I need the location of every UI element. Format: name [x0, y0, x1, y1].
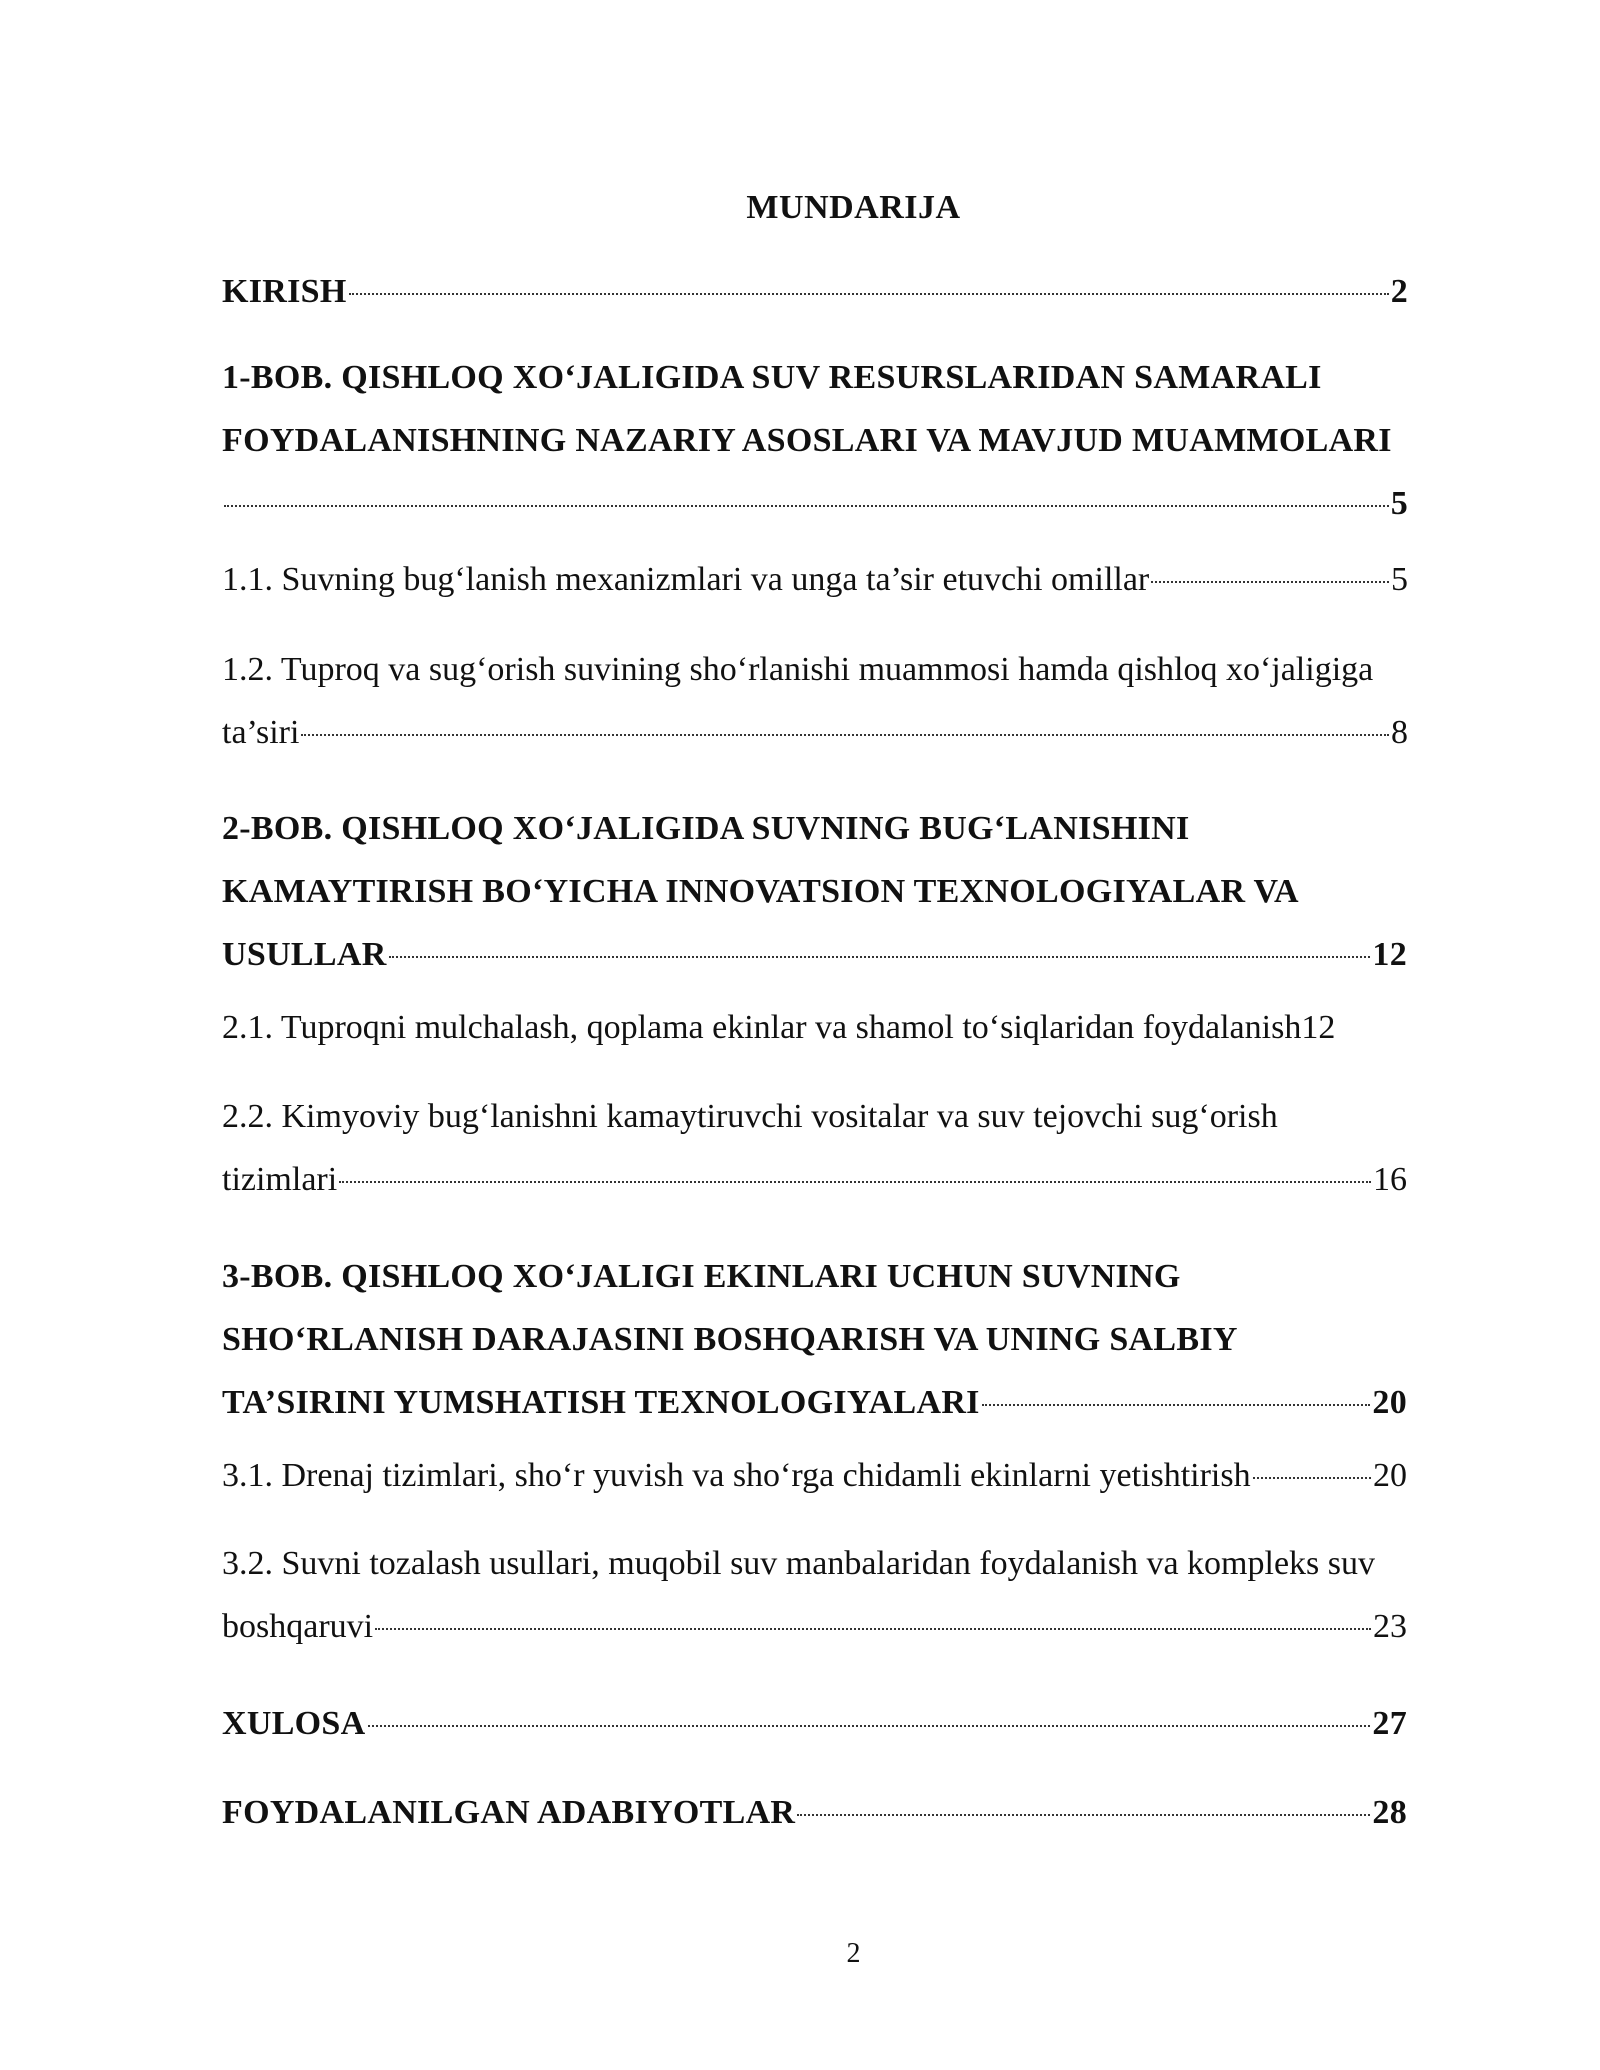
dot-leader [349, 293, 1389, 295]
toc-entry-line: 3.2. Suvni tozalash usullari, muqobil suv manbalaridan foydalanish va kompleks suv [222, 1545, 1375, 1582]
toc-entry-final-line [222, 1595, 1407, 1658]
dot-leader [389, 956, 1371, 958]
toc-entry-line: FOYDALANISHNING NAZARIY ASOSLARI VA MAVJUD MUAMMOLARI [222, 422, 1392, 459]
toc-entry-line: 2-BOB. QISHLOQ XO‘JALIGIDA SUVNING BUG‘LANISHINI [222, 810, 1190, 847]
toc-entry-label: TA’SIRINI YUMSHATISH TEXNOLOGIYALARI [222, 1384, 980, 1421]
toc-entry-final-line [222, 548, 1408, 611]
toc-entry-label: XULOSA [222, 1705, 366, 1742]
toc-page-number: 16 [1373, 1161, 1407, 1198]
toc-page-number: 27 [1372, 1705, 1407, 1742]
toc-entry[interactable] [222, 1692, 1407, 1755]
toc-entry-line: 2.2. Kimyoviy bug‘lanishni kamaytiruvchi vositalar va suv tejovchi sug‘orish [222, 1098, 1278, 1135]
toc-entry-label: USULLAR [222, 936, 387, 973]
dot-leader [797, 1814, 1370, 1816]
toc-page-number: 12 [1372, 936, 1407, 973]
toc-entry-final-line [222, 923, 1407, 986]
dot-leader [982, 1404, 1371, 1406]
toc-entry-label: FOYDALANILGAN ADABIYOTLAR [222, 1794, 796, 1831]
toc-entry[interactable] [222, 260, 1408, 323]
toc-entry-line: 3-BOB. QISHLOQ XO‘JALIGI EKINLARI UCHUN SUVNING [222, 1258, 1181, 1295]
toc-entry-label: tizimlari [222, 1161, 338, 1198]
dot-leader [1253, 1477, 1371, 1479]
toc-entry[interactable] [222, 1532, 1407, 1658]
toc-entry-final-line [222, 1781, 1407, 1844]
toc-entry[interactable] [222, 346, 1408, 535]
toc-page-number: 20 [1372, 1384, 1407, 1421]
toc-entry[interactable] [222, 548, 1408, 611]
toc-entry-final-line [222, 1148, 1407, 1211]
toc-page-number: 5 [1390, 485, 1408, 522]
toc-entry-line: 1-BOB. QISHLOQ XO‘JALIGIDA SUV RESURSLARIDAN SAMARALI [222, 359, 1322, 396]
toc-entry[interactable] [222, 1444, 1407, 1507]
dot-leader [224, 505, 1389, 507]
toc-entry[interactable] [222, 1781, 1407, 1844]
toc-entry-label: ta’siri [222, 714, 300, 751]
dot-leader [368, 1725, 1371, 1727]
toc-entry[interactable] [222, 1085, 1407, 1211]
toc-entry-final-line [222, 1444, 1407, 1507]
dot-leader [1151, 581, 1389, 583]
toc-entry[interactable] [222, 996, 1407, 1059]
toc-page-number: 5 [1391, 561, 1408, 598]
dot-leader [375, 1628, 1371, 1630]
page-number: 2 [846, 1938, 861, 1969]
toc-page-number: 8 [1391, 714, 1408, 751]
toc-entry-final-line [222, 1371, 1407, 1434]
toc-entry[interactable] [222, 638, 1408, 764]
toc-entry-label: 2.1. Tuproqni mulchalash, qoplama ekinlar va shamol to‘siqlaridan foydalanish [222, 1009, 1302, 1046]
toc-entry-final-line [222, 701, 1408, 764]
toc-page-number: 23 [1373, 1608, 1407, 1645]
toc-entry-final-line [222, 996, 1407, 1059]
toc-entry[interactable] [222, 1245, 1407, 1434]
toc-entry-final-line [222, 260, 1408, 323]
toc-entry-line: KAMAYTIRISH BO‘YICHA INNOVATSION TEXNOLOGIYALAR VA [222, 873, 1299, 910]
dot-leader [339, 1181, 1371, 1183]
page-title: MUNDARIJA [746, 189, 961, 226]
toc-entry-line: SHO‘RLANISH DARAJASINI BOSHQARISH VA UNING SALBIY [222, 1321, 1238, 1358]
toc-entry[interactable] [222, 797, 1407, 986]
dot-leader [301, 734, 1389, 736]
toc-entry-final-line [222, 472, 1408, 535]
toc-entry-label: 3.1. Drenaj tizimlari, sho‘r yuvish va sho‘rga chidamli ekinlarni yetishtirish [222, 1457, 1251, 1494]
toc-page-number: 28 [1372, 1794, 1407, 1831]
toc-entry-line: 1.2. Tuproq va sug‘orish suvining sho‘rlanishi muammosi hamda qishloq xo‘jaligiga [222, 651, 1374, 688]
toc-page-number: 2 [1390, 273, 1408, 310]
toc-entry-label: boshqaruvi [222, 1608, 374, 1645]
toc-entry-final-line [222, 1692, 1407, 1755]
toc-page-number: 12 [1301, 1009, 1336, 1046]
toc-page-number: 20 [1373, 1457, 1407, 1494]
toc-entry-label: KIRISH [222, 273, 347, 310]
toc-entry-label: 1.1. Suvning bug‘lanish mexanizmlari va unga ta’sir etuvchi omillar [222, 561, 1150, 598]
